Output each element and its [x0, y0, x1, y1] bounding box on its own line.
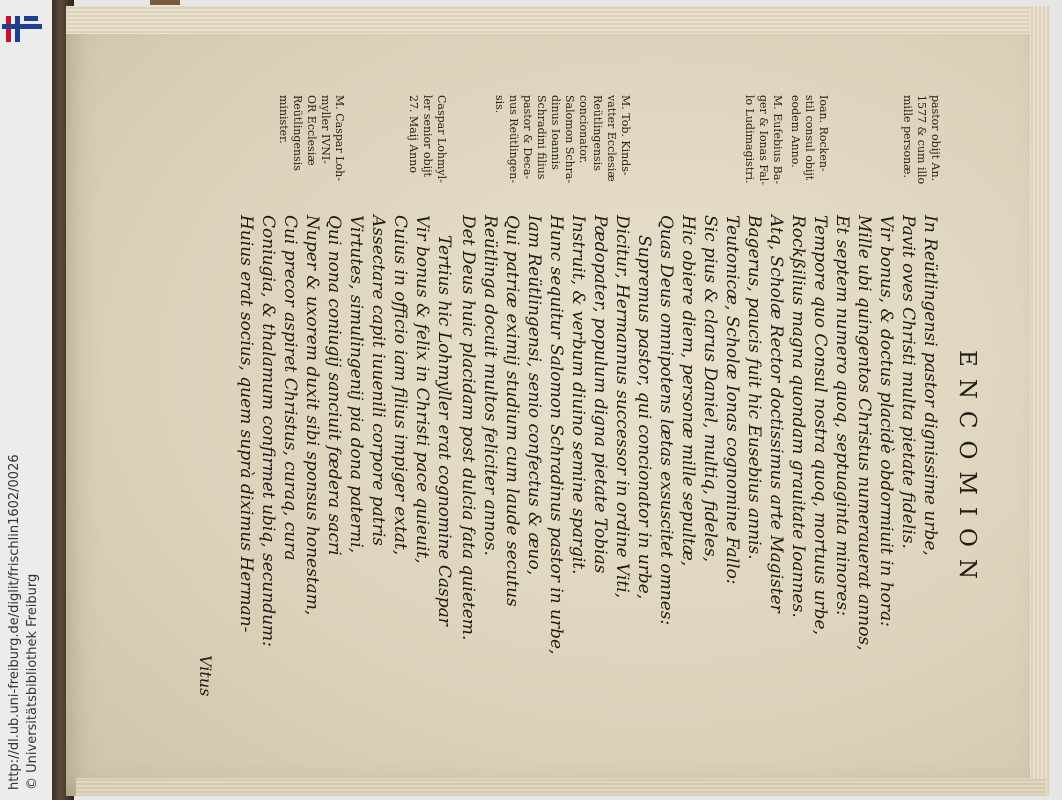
viewer-sidebar: [0, 0, 52, 800]
sidebar-credits: [6, 410, 46, 790]
verse-line: Reütlinga docuit multos feliciter annos.: [480, 215, 500, 556]
verse-line: Tertius hic Lohmyller erat cognomine Caspar: [434, 235, 454, 626]
verse-line: Mille ubi quingentos Christus numerauerat annos,: [854, 215, 874, 651]
margin-note: pastor obijt An. 1577 & cum illo mille personæ.: [901, 95, 942, 185]
page-stack-bottom: [76, 778, 1046, 796]
verse-line: Rockßilius magna quondam grauitate Ioannes.: [788, 215, 808, 618]
verse-line: Huius erat socius, quem suprà diximus Herman-: [236, 215, 256, 633]
verse-line: Vir bonus & felix in Christi pace quieuit,: [412, 215, 432, 564]
verse-line: Instruit, & verbum diuino semine spargit.: [568, 215, 588, 575]
verse-line: Coniugia, & thalamum confirmet ubiq, secundum:: [258, 215, 278, 647]
verse-line: Bagerus, paucis fuit hic Eusebius annis.: [744, 215, 764, 560]
verse-line: Quas Deus omnipotens lætas exsuscitet omnes:: [656, 215, 676, 626]
verse-line: Vir bonus, & doctus placidè obdormiuit in hora:: [876, 215, 896, 627]
verse-line: Qui patriæ eximij studium cum laude secutus: [502, 215, 522, 607]
catchword: Vitus: [196, 655, 215, 697]
verse-line: Supremus pastor, qui concionator in urbe,: [634, 235, 654, 600]
verse-line: In Reütlingensi pastor dignissime urbe,: [920, 215, 940, 556]
verse-line: Hunc sequitur Salomon Schradinus pastor in urbe,: [546, 215, 566, 655]
verse-line: Atq, Scholæ Rector doctissimus arte Magister: [766, 215, 786, 613]
verse-line: Pædopater, populum digna pietate Tobias: [590, 215, 610, 574]
page-stack-top: [66, 6, 1050, 34]
permalink-url[interactable]: http://dl.ub.uni-freiburg.de/diglit/frischlin1602/0026: [7, 454, 22, 790]
page-stack-edge: [1030, 6, 1050, 796]
margin-note: M. Eufebius Ba- ger & Ionas Fal- lo Ludimagistri.: [743, 95, 784, 186]
verse-line: Pavit oves Christi multa pietate fidelis.: [898, 215, 918, 549]
page-heading: ENCOMION: [954, 350, 980, 591]
verse-line: Assectare capit iuuenili corpore patris: [368, 215, 388, 546]
margin-note: Ioan. Rocken- stil consul obijt eodem Anno.: [789, 95, 830, 181]
verse-line: Qui nona coniugij sanciuit fœdera sacri: [324, 215, 344, 556]
library-logo-icon: [2, 10, 42, 50]
verse-line: Det Deus huic placidam post dulcia fata quietem.: [458, 215, 478, 641]
verse-line: Hic obiere diem, personæ mille sepultæ,: [678, 215, 698, 567]
verse-line: Tempore quo Consul nostra quoq, mortuus urbe,: [810, 215, 830, 636]
verse-line: Cui precor aspiret Christus, curaq, cura: [280, 215, 300, 561]
verse-line: Cuius in officio iam filius impiger extat,: [390, 215, 410, 556]
verse-line: Nuper & uxorem duxit sibi sponsus honestam,: [302, 215, 322, 616]
verse-line: Iam Reütlingensi, senio confectus & æuo,: [524, 215, 544, 576]
rotated-page-text: [190, 95, 980, 697]
copyright-notice: © Universitätsbibliothek Freiburg: [25, 573, 40, 790]
margin-note: M. Tob. Kinds- vatter Ecclesiæ Reütlingensis concionator. Salomon Schra- dinus Ioannis Schradini filius pastor & Deca- nus Reütlingen- sis.: [493, 95, 632, 184]
verse-line: Et septem numero quoq, septuaginta minores:: [832, 215, 852, 616]
verse-line: Virtutes, simulingenij pia dona paterni,: [346, 215, 366, 554]
bookmark-ribbon: [150, 0, 180, 5]
margin-note: Caspar Lohmyl- ler senior obijt 27. Maij Anno: [407, 95, 448, 183]
verse-line: Dicitur, Hermannus successor in ordine Viti,: [612, 215, 632, 599]
verse-line: Teutonicæ, Scholæ Ionas cognomine Fallo:: [722, 215, 742, 585]
margin-note: M. Caspar Loh- myller IVNI- OR Ecclesiæ Reütlingensis minister.: [277, 95, 346, 181]
verse-line: Sic pius & clarus Daniel, multiq, fideles,: [700, 215, 720, 563]
